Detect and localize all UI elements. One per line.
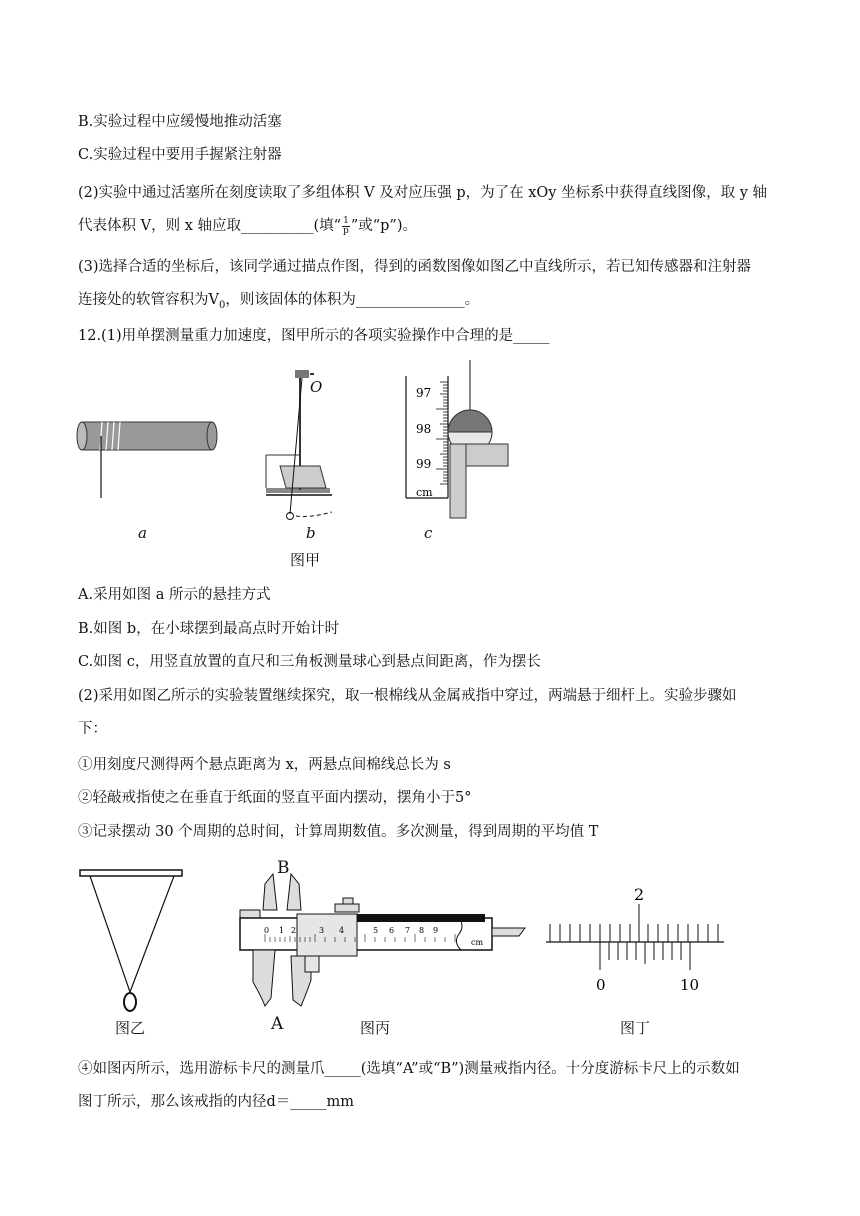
ruler-unit: cm bbox=[416, 486, 433, 499]
label-O: O bbox=[310, 378, 323, 396]
label-A: A bbox=[271, 1014, 284, 1034]
figure-jia bbox=[70, 360, 530, 525]
question-3-line2 bbox=[78, 290, 479, 316]
caption-jia: 图甲 bbox=[290, 551, 321, 569]
step-1: ①用刻度尺测得两个悬点距离为 x，两悬点间棉线总长为 s bbox=[78, 757, 451, 773]
caliper-scale-3: 3 bbox=[319, 926, 325, 935]
caliper-scale-0: 0 bbox=[264, 926, 270, 935]
caption-ding: 图丁 bbox=[620, 1019, 651, 1037]
caliper-scale-5: 5 bbox=[373, 926, 379, 935]
question-2-line1: (2)实验中通过活塞所在刻度读取了多组体积 V 及对应压强 p，为了在 xOy 坐标系中获得直线图像，取 y 轴 bbox=[78, 185, 768, 201]
question-2-line2 bbox=[78, 216, 417, 236]
fraction-1-over-p bbox=[342, 217, 350, 236]
q3-subscript: 0 bbox=[218, 299, 226, 311]
label-c: c bbox=[424, 524, 433, 542]
q3-text-post: ，则该固体的体积为_______________。 bbox=[225, 292, 480, 308]
answer-12-b: B.如图 b，在小球摆到最高点时开始计时 bbox=[78, 621, 340, 637]
step-2: ②轻敲戒指使之在垂直于纸面的竖直平面内摆动，摆角小于5° bbox=[78, 790, 472, 806]
caption-yi: 图乙 bbox=[115, 1019, 146, 1037]
q3-text-pre: 连接处的软管容积为V bbox=[78, 292, 219, 308]
figure-c-ruler bbox=[406, 360, 508, 518]
caliper-scale-9: 9 bbox=[433, 926, 439, 935]
question-12: 12.(1)用单摆测量重力加速度，图甲所示的各项实验操作中合理的是_____ bbox=[78, 328, 550, 344]
question-12-2-line2: 下： bbox=[78, 721, 107, 737]
caliper-scale-6: 6 bbox=[389, 926, 395, 935]
label-a: a bbox=[138, 524, 147, 542]
ding-vernier-10: 10 bbox=[680, 976, 700, 994]
figure-bing-caliper bbox=[235, 870, 530, 1020]
answer-12-c: C.如图 c，用竖直放置的直尺和三角板测量球心到悬点间距离，作为摆长 bbox=[78, 654, 541, 670]
option-c: C.实验过程中要用手握紧注射器 bbox=[78, 147, 282, 163]
caliper-scale-2: 2 bbox=[291, 926, 297, 935]
figure-ding-vernier bbox=[540, 880, 740, 1000]
label-b: b bbox=[306, 524, 316, 542]
ruler-tick-98: 98 bbox=[416, 422, 432, 436]
ruler-tick-99: 99 bbox=[416, 457, 432, 471]
label-B: B bbox=[277, 858, 290, 878]
figure-yi bbox=[78, 868, 188, 1018]
option-b: B.实验过程中应缓慢地推动活塞 bbox=[78, 114, 282, 130]
caliper-scale-1: 1 bbox=[279, 926, 285, 935]
caliper-unit: cm bbox=[471, 938, 484, 947]
step-3: ③记录摆动 30 个周期的总时间，计算周期数值。多次测量，得到周期的平均值 T bbox=[78, 824, 599, 840]
q2-text-post: ”或“p”)。 bbox=[350, 218, 417, 234]
ding-vernier-0: 0 bbox=[596, 976, 606, 994]
figure-a-rod bbox=[77, 422, 217, 498]
step-4-line2: 图丁所示，那么该戒指的内径d＝_____mm bbox=[78, 1094, 355, 1110]
question-3-line1: (3)选择合适的坐标后，该同学通过描点作图，得到的函数图像如图乙中直线所示，若已知传感器和注射器 bbox=[78, 259, 752, 275]
fraction-numerator: 1 bbox=[343, 215, 349, 226]
answer-12-a: A.采用如图 a 所示的悬挂方式 bbox=[78, 587, 271, 603]
fraction-denominator: p bbox=[343, 225, 349, 236]
caliper-scale-8: 8 bbox=[419, 926, 425, 935]
q2-text-pre: 代表体积 V，则 x 轴应取__________(填“ bbox=[78, 218, 342, 234]
caliper-scale-4: 4 bbox=[339, 926, 345, 935]
ding-main-2: 2 bbox=[634, 885, 645, 904]
caption-bing: 图丙 bbox=[360, 1019, 391, 1037]
question-12-2-line1: (2)采用如图乙所示的实验装置继续探究，取一根棉线从金属戒指中穿过，两端悬于细杆上。实验步骤如 bbox=[78, 688, 737, 704]
caliper-scale-7: 7 bbox=[405, 926, 411, 935]
ruler-tick-97: 97 bbox=[416, 386, 432, 400]
step-4-line1: ④如图丙所示，选用游标卡尺的测量爪_____(选填“A”或“B”)测量戒指内径。十分度游标卡尺上的示数如 bbox=[78, 1061, 740, 1077]
